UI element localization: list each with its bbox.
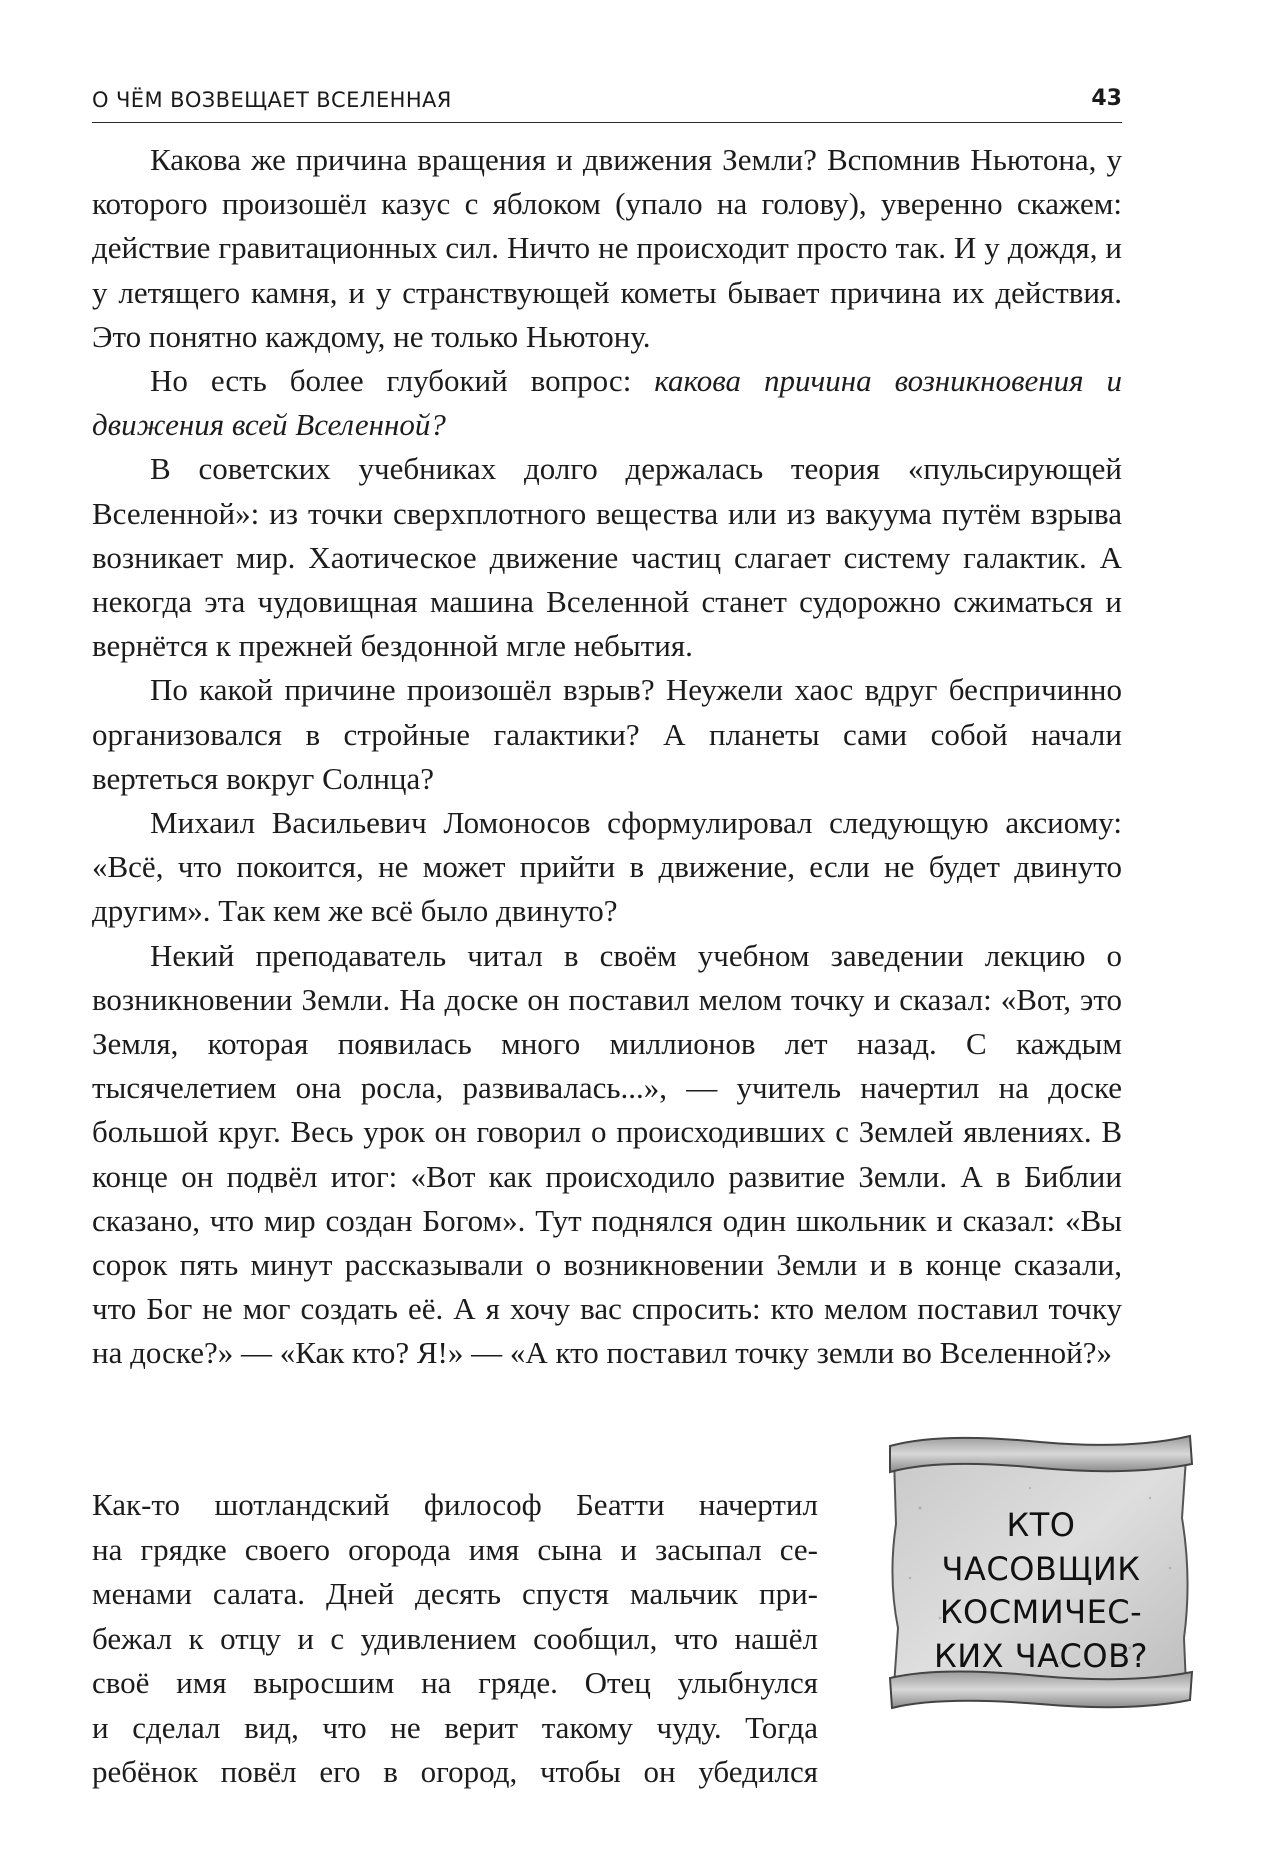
bottom-line: бежал к отцу и с удивлением сообщил, что нашёл (92, 1620, 818, 1656)
paragraph-5: Михаил Васильевич Ломоносов сформулировал следующую аксиому: «Всё, что покоится, не может прийти в движение, если не будет двинуто другим». Так кем же всё было двинуто? (92, 805, 1122, 929)
scroll-heading-line: КОСМИЧЕС- (939, 1593, 1143, 1631)
scroll-heading-line: КТО (1006, 1506, 1076, 1544)
section-heading-scroll (880, 1428, 1200, 1716)
page-number: 43 (1091, 86, 1122, 111)
paragraph-2 (92, 359, 1122, 447)
running-header (92, 84, 1122, 123)
scroll-heading-line: КИХ ЧАСОВ? (933, 1636, 1149, 1675)
scroll-heading-text (910, 1504, 1172, 1678)
paragraph-2-lead: Но есть более глубокий вопрос: (150, 363, 655, 399)
running-title: О ЧЁМ ВОЗВЕЩАЕТ ВСЕЛЕННАЯ (92, 88, 452, 112)
main-text (92, 138, 1122, 1376)
paragraph-2-question: какова причина возникновения и движения всей Вселенной? (92, 363, 1122, 443)
bottom-line: своё имя выросшим на гряде. Отец улыбнулся (92, 1665, 818, 1700)
paragraph-4: По какой причине произошёл взрыв? Неужели хаос вдруг беспричинно организовался в стройные галактики? А планеты сами собой начали вертеться вокруг Солнца? (92, 672, 1122, 796)
bottom-line: на грядке своего огорода имя сына и засыпал се- (92, 1531, 818, 1567)
bottom-line: ребёнок повёл его в огород, чтобы он убедился (92, 1754, 818, 1789)
paragraph-6: Некий преподаватель читал в своём учебном заведении лекцию о возникновении Земли. На доске он поставил мелом точку и сказал: «Вот, это Земля, которая появилась много миллионов лет назад. С каждым тысячелетием она росла, развивалась...», — учитель начертил на доске большой круг. Весь урок он говорил о происходивших с Землей явлениях. В конце он подвёл итог: «Вот как происходило развитие Земли. А в Библии сказано, что мир создан Богом». Тут поднялся один школьник и сказал: «Вы сорок пять минут рассказывали о возникновении Земли и в конце сказали, что Бог не мог создать её. А я хочу вас спросить: кто мелом поставил точку на доске?» — «Как кто? Я!» — «А кто поставил точку земли во Вселенной?» (92, 937, 1122, 1371)
scroll-heading-line: ЧАСОВЩИК (941, 1549, 1141, 1588)
bottom-line: и сделал вид, что не верит такому чуду. Тогда (92, 1709, 818, 1745)
bottom-paragraph (92, 1483, 818, 1795)
paragraph-1: Какова же причина вращения и движения Земли? Вспомнив Ньютона, у которого произошёл казус с яблоком (упало на голову), уверенно скажем: действие гравитационных сил. Ничто не происходит просто так. И у дождя, и у летящего камня, и у странствующей кометы бывает причина их действия. Это понятно каждому, не только Ньютону. (92, 142, 1122, 354)
bottom-line: менами салата. Дней десять спустя мальчик при- (92, 1576, 818, 1611)
bottom-line: Как-то шотландский философ Беатти начертил (92, 1487, 818, 1522)
paragraph-3: В советских учебниках долго держалась теория «пульсирующей Вселенной»: из точки сверхплотного вещества или из вакуума путём взрыва возникает мир. Хаотическое движение частиц слагает систему галактик. А некогда эта чудовищная машина Вселенной станет судорожно сжиматься и вернётся к прежней бездонной мгле небытия. (92, 451, 1122, 664)
